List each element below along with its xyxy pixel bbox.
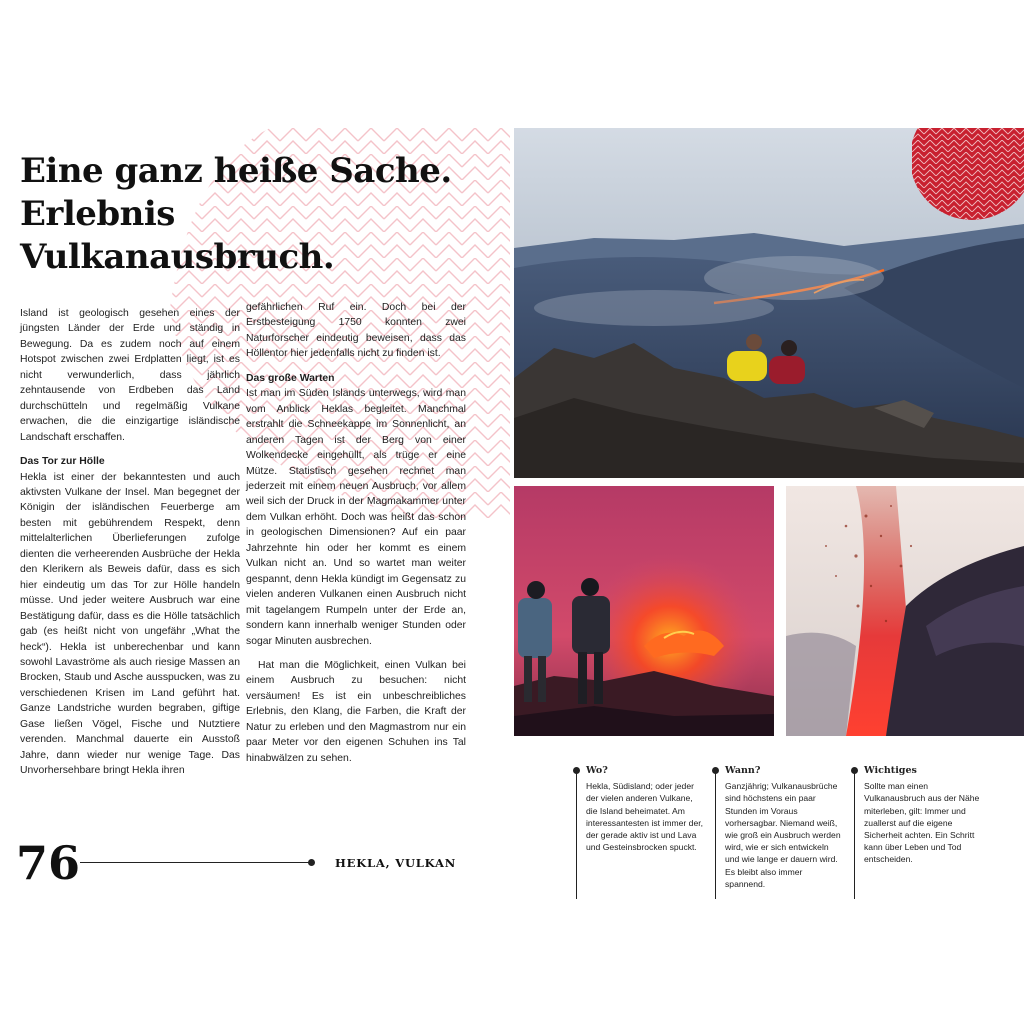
- info-rule: [715, 769, 716, 899]
- info-box-when: [715, 765, 843, 890]
- section-heading-warten: Das große Warten: [246, 372, 335, 384]
- text-column-left: [20, 306, 240, 788]
- info-text: Hekla, Südisland; oder jeder der vielen anderen Vulkane, die Island beheimatet. Am interessantesten ist immer der, der gerade aktiv ist und Lava und Gesteinsbrocken spuckt.: [586, 781, 704, 853]
- photo-lava-fountain: [786, 486, 1024, 736]
- text-column-middle: [246, 300, 466, 775]
- intro-paragraph: Island ist geologisch gesehen eines der jüngsten Länder der Erde und ständig in Bewegung. Da es zudem noch auf einem Hotspot zwischen zwei Erdplatten liegt, ist es nicht verwunderlich, dass jährlich zehntausende von Erdbeben das Land durchschütteln und regelmäßig Vulkane erwachen, die die einzigartige isländische Landschaft erschaffen.: [20, 308, 240, 443]
- info-title: Wichtiges: [864, 765, 917, 776]
- page-number: 76: [16, 836, 81, 890]
- section-paragraph-warten: Ist man im Süden Islands unterwegs, wird man vom Anblick Heklas begleitet. Manchmal erstrahlt die Schneekappe im Sonnenlicht, an anderen Tagen ist der Berg von einer Wolkendecke eingehüllt, als trüge er eine Mütze. Statistisch gesehen rechnet man jederzeit mit einem neuen Ausbruch, vor allem weil sich der Druck in der Magmakammer unter dem Vulkan erhöht. Doch was heißt das schon in geologischen Dimensionen? Auf ein paar Jahrzehnte hin oder her kommt es einem Vulkan nicht an. Und so wartet man weiter gespannt, denn Hekla kündigt im Gegensatz zu vielen anderen Vulkanen einen Ausbruch nicht mit tagelangem Rumpeln unter der Erde an, sondern kann innerhalb weniger Stunden oder sogar Minuten ausbrechen.: [246, 388, 466, 647]
- title-line-3: Vulkanausbruch.: [20, 237, 335, 277]
- info-title: Wann?: [725, 765, 761, 776]
- footer-rule: [80, 862, 312, 863]
- info-box-important: [854, 765, 982, 866]
- photo-night-lava: [514, 486, 774, 736]
- info-rule: [576, 769, 577, 899]
- title-line-2: Erlebnis: [20, 194, 175, 234]
- footer-dot: [308, 859, 315, 866]
- info-title: Wo?: [586, 765, 608, 776]
- title-line-1: Eine ganz heiße Sache.: [20, 151, 452, 191]
- info-dot: [851, 767, 858, 774]
- info-dot: [712, 767, 719, 774]
- section-heading-tor: Das Tor zur Hölle: [20, 456, 105, 468]
- section-paragraph-tor: Hekla ist einer der bekanntesten und auch aktivsten Vulkane der Insel. Man begegnet der Königin der isländischen Feuerberge am besten mit gebührendem Respekt, denn mittelalterlichen Überlieferungen zufolge dienten die verheerenden Ausbrüche der Hekla den Klerikern als Beweis dafür, dass es sich hier eindeutig um das Tor zur Hölle handeln müsse. Und jeder weitere Ausbruch war eine Bestätigung dafür, dass es die Hölle tatsächlich gab (es heißt nicht von ungefähr „What the heck“). Hekla ist unberechenbar und kann sowohl Lavaströme als auch riesige Massen an Brocken, Staub und Asche ausspucken, was zu verschiedenen Krisen im Land geführt hat. Ganze Landstriche wurden begraben, giftige Gase ließen Vögel, Fische und Nutztiere verenden. Manchmal dauerte ein Ausstoß Jahre, dann wieder nur wenige Tage. Das Unvorhersehbare bringt Hekla ihren: [20, 471, 240, 777]
- closing-paragraph: Hat man die Möglichkeit, einen Vulkan bei einem Ausbruch zu besuchen: nicht versäumen! Es ist ein unbeschreibliches Erlebnis, den Klang, die Farben, die Kraft der Natur zu erleben und den Magmastrom nur ein paar Meter vor den eigenen Schuhen ins Tal hinabwälzen zu sehen.: [246, 659, 466, 764]
- info-rule: [854, 769, 855, 899]
- info-text: Sollte man einen Vulkanausbruch aus der Nähe miterleben, gilt: Immer und zuallerst auf die eigene Sicherheit achten. Ein Schritt kann über Leben und Tod entscheiden.: [864, 781, 980, 865]
- page-title: [20, 150, 460, 279]
- decorative-badge: [912, 128, 1024, 223]
- info-dot: [573, 767, 580, 774]
- info-text: Ganzjährig; Vulkanausbrüche sind höchstens ein paar Stunden im Voraus vorhersagbar. Niemand weiß, wie groß ein Ausbruch werden wird, wie er sich entwickeln und wie lange er dauern wird. Es bleibt also immer spannend.: [725, 781, 841, 889]
- section-label: HEKLA, VULKAN: [335, 856, 457, 870]
- info-box-where: [576, 765, 704, 853]
- continuation-paragraph: gefährlichen Ruf ein. Doch bei der Erstbesteigung 1750 konnten zwei Naturforscher eindeutig beweisen, dass das Höllentor hier jedenfalls nicht zu finden ist.: [246, 302, 466, 360]
